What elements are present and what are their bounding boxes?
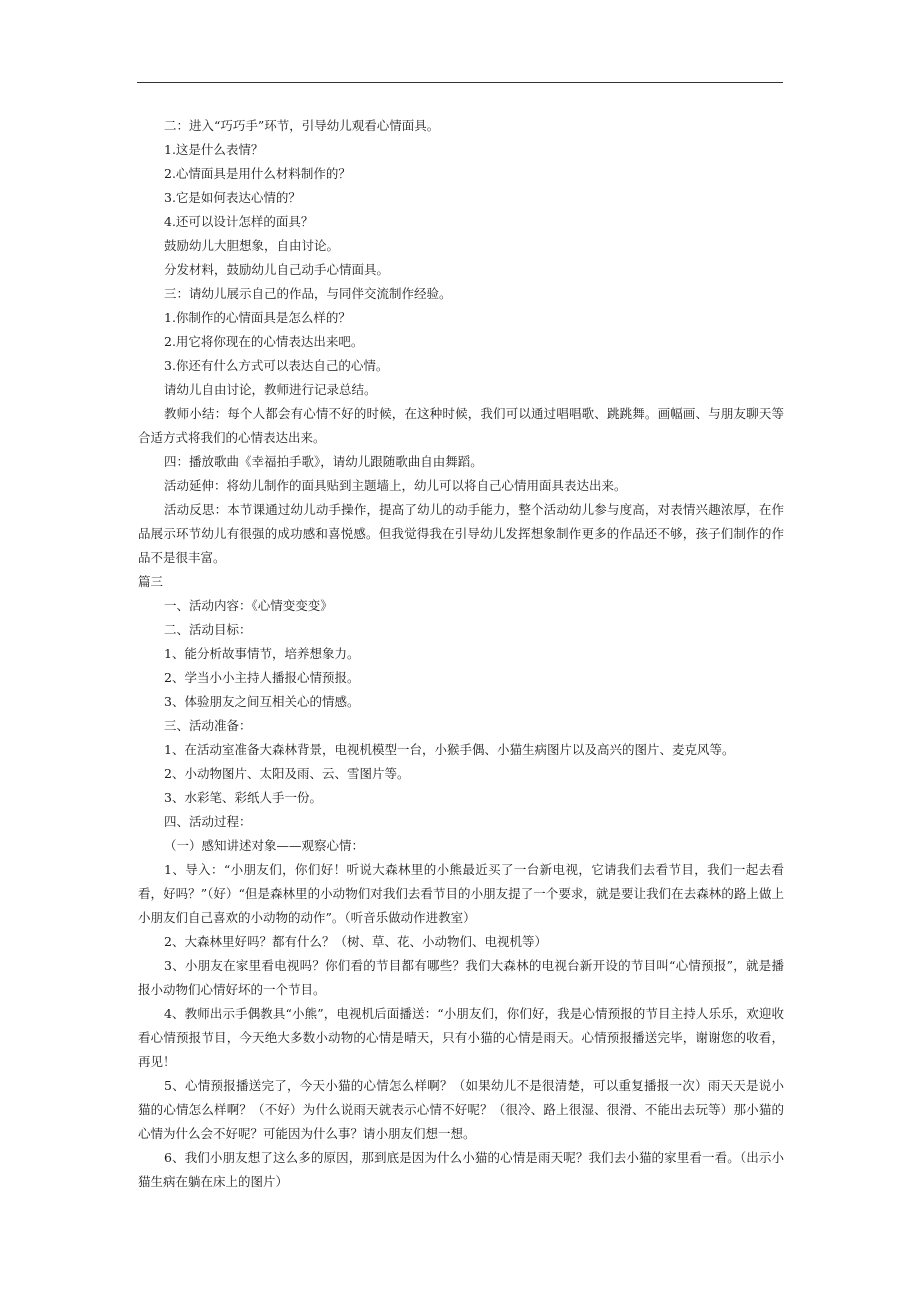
text-line: 请幼儿自由讨论，教师进行记录总结。 <box>164 382 377 397</box>
process-subheading: （一）感知讲述对象——观察心情： <box>164 838 365 853</box>
goal-item: 2、学当小小主持人播报心情预报。 <box>164 670 360 685</box>
preparation-item: 3、水彩笔、彩纸人手一份。 <box>164 790 322 805</box>
process-step-paragraph: 1、导入：“小朋友们，你们好！听说大森林里的小熊最近买了一台新电视，它请我们去看节目，我们一起去看看，好吗？”（好）“但是森林里的小动物们对我们去看节目的小朋友提了一个要求，就是要让我们在去森林的路上做上小朋友们自己喜欢的小动物的动作”。（听音乐做动作进教室） <box>138 862 784 925</box>
activity-goals-heading: 二、活动目标： <box>164 622 252 637</box>
section-four-heading: 四：播放歌曲《幸福拍手歌》，请幼儿跟随歌曲自由舞蹈。 <box>164 454 483 469</box>
question-2: 2.用它将你现在的心情表达出来吧。 <box>164 334 364 349</box>
question-2: 2.心情面具是用什么材料制作的？ <box>164 166 351 181</box>
question-3: 3.你还有什么方式可以表达自己的心情。 <box>164 358 389 373</box>
question-3: 3.它是如何表达心情的？ <box>164 190 301 205</box>
activity-content: 一、活动内容：《心情变变变》 <box>164 598 333 613</box>
process-step-paragraph: 4、教师出示手偶教具“小熊”，电视机后面播送：“小朋友们，你们好，我是心情预报的节目主持人乐乐，欢迎收看心情预报节目，今天绝大多数小动物的心情是晴天，只有小猫的心情是雨天。心情预报播送完毕，谢谢您的收看，再见！ <box>138 1006 784 1069</box>
activity-reflection-paragraph: 活动反思：本节课通过幼儿动手操作，提高了幼儿的动手能力，整个活动幼儿参与度高，对表情兴趣浓厚，在作品展示环节幼儿有很强的成功感和喜悦感。但我觉得我在引导幼儿发挥想象制作更多的作品还不够，孩子们制作的作品不是很丰富。 <box>138 502 784 565</box>
process-step-paragraph: 5、心情预报播送完了，今天小猫的心情怎么样啊？（如果幼儿不是很清楚，可以重复播报一次）雨天天是说小猫的心情怎么样啊？（不好）为什么说雨天就表示心情不好呢？（很冷、路上很湿、很滑、不能出去玩等）那小猫的心情为什么会不好呢？可能因为什么事？请小朋友们想一想。 <box>138 1078 784 1141</box>
preparation-item: 1、在活动室准备大森林背景，电视机模型一台，小猴手偶、小猫生病图片以及高兴的图片、麦克风等。 <box>164 742 735 757</box>
text-line: 分发材料，鼓励幼儿自己动手心情面具。 <box>164 262 390 277</box>
section-three-heading: 三：请幼儿展示自己的作品，与同伴交流制作经验。 <box>164 286 452 301</box>
section-two-heading: 二：进入“巧巧手”环节，引导幼儿观看心情面具。 <box>164 118 440 133</box>
text-line: 鼓励幼儿大胆想象，自由讨论。 <box>164 238 340 253</box>
preparation-item: 2、小动物图片、太阳及雨、云、雪图片等。 <box>164 766 410 781</box>
process-step: 2、大森林里好吗？都有什么？（树、草、花、小动物们、电视机等） <box>164 934 547 949</box>
preparation-heading: 三、活动准备： <box>164 718 252 733</box>
header-rule <box>137 82 783 83</box>
activity-extension: 活动延伸：将幼儿制作的面具贴到主题墙上，幼儿可以将自己心情用面具表达出来。 <box>164 478 627 493</box>
process-step-paragraph: 3、小朋友在家里看电视吗？你们看的节目都有哪些？我们大森林的电视台新开设的节目叫“心情预报”，就是播报小动物们心情好坏的一个节目。 <box>138 958 784 997</box>
document-body <box>138 114 784 1194</box>
goal-item: 3、体验朋友之间互相关心的情感。 <box>164 694 360 709</box>
process-heading: 四、活动过程： <box>164 814 252 829</box>
question-4: 4.还可以设计怎样的面具？ <box>164 214 314 229</box>
question-1: 1.这是什么表情？ <box>164 142 264 157</box>
process-step-paragraph: 6、我们小朋友想了这么多的原因，那到底是因为什么小猫的心情是雨天呢？我们去小猫的家里看一看。（出示小猫生病在躺在床上的图片） <box>138 1150 784 1189</box>
teacher-summary-paragraph: 教师小结：每个人都会有心情不好的时候，在这种时候，我们可以通过唱唱歌、跳跳舞。画幅画、与朋友聊天等合适方式将我们的心情表达出来。 <box>138 406 784 445</box>
question-1: 1.你制作的心情面具是怎么样的？ <box>164 310 351 325</box>
part-three-title: 篇三 <box>138 574 164 589</box>
goal-item: 1、能分析故事情节，培养想象力。 <box>164 646 360 661</box>
